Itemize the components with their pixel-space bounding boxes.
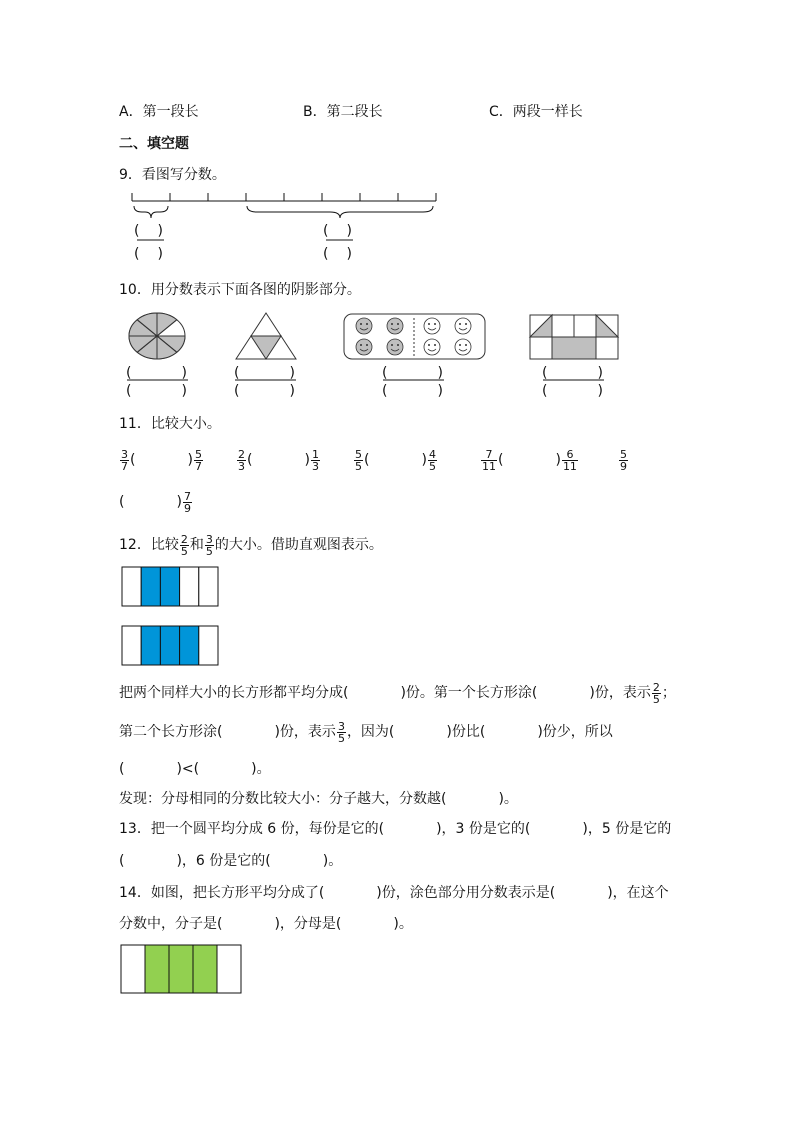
q10-paren-num-2[interactable]: ( ) [234,365,295,381]
q11-compare-1: $\frac{3}{7}$ ( ) $\frac{5}{7}$ [121,447,202,473]
q14-line2: 分数中，分子是( )，分母是( )。 [119,916,413,932]
q12-line2: 第二个长方形涂( )份，表示 $\frac{3}{5}$ ，因为( )份比( )份少，所以 [119,719,613,745]
q10-paren-num-1[interactable]: ( ) [126,365,187,381]
q10-paren-den-3[interactable]: ( ) [382,383,443,399]
q13-line2: ( )，6 份是它的( )。 [119,853,343,869]
q10-paren-num-4[interactable]: ( ) [542,365,603,381]
q14-bar-cell [121,945,145,993]
q12-discover: 发现：分母相同的分数比较大小：分子越大，分数越( )。 [119,791,518,807]
fraction: $\frac{1}{3}$ [311,447,319,473]
fraction: $\frac{3}{7}$ [121,447,128,473]
q11-compare-3: $\frac{5}{5}$ ( ) $\frac{4}{5}$ [355,447,436,473]
q10-paren-den-1[interactable]: ( ) [126,383,187,399]
fraction: $\frac{2}{5}$ [652,680,660,706]
fraction: $\frac{2}{3}$ [238,447,245,473]
q12-line1: 把两个同样大小的长方形都平均分成( )份。第一个长方形涂( )份，表示 $\frac{2}{5}$ ； [119,680,676,706]
q12-line3: ( )<( )。 [119,761,271,777]
q10-paren-den-4[interactable]: ( ) [542,383,603,399]
q13-line1: 13．把一个圆平均分成 6 份，每份是它的( )，3 份是它的( )，5 份是它的 [119,821,672,837]
fraction: $\frac{3}{5}$ [205,532,213,558]
fraction: $\frac{4}{5}$ [428,447,436,473]
q14-bar-cell [217,945,241,993]
q11-compare-4: $\frac{7}{11}$ ( ) $\frac{6}{11}$ [482,447,577,473]
fraction: $\frac{5}{9}$ [620,447,627,473]
q14-bar-cell [169,945,193,993]
q11-compare-2: $\frac{2}{3}$ ( ) $\frac{1}{3}$ [238,447,319,473]
q9-paren-num-2[interactable]: ( ) [323,223,352,239]
q10-paren-den-2[interactable]: ( ) [234,383,295,399]
fraction: $\frac{7}{9}$ [183,489,191,515]
q9-paren-den-2[interactable]: ( ) [323,246,352,262]
q9-prompt: 9．看图写分数。 [119,167,226,183]
fraction: $\frac{7}{11}$ [482,447,496,473]
fraction: $\frac{5}{7}$ [194,447,202,473]
q11-compare-5-right: ( ) $\frac{7}{9}$ [119,489,191,515]
fraction: $\frac{5}{5}$ [355,447,362,473]
q9-paren-num-1[interactable]: ( ) [134,223,163,239]
q11-prompt: 11．比较大小。 [119,416,221,432]
fraction: $\frac{2}{5}$ [180,532,188,558]
q10-paren-num-3[interactable]: ( ) [382,365,443,381]
q14-bar-cell [193,945,217,993]
option-b[interactable]: B．第二段长 [303,104,383,120]
fraction: $\frac{3}{5}$ [337,719,345,745]
q14-line1: 14．如图，把长方形平均分成了( )份，涂色部分用分数表示是( )，在这个 [119,885,669,901]
q9-paren-den-1[interactable]: ( ) [134,246,163,262]
fraction: $\frac{6}{11}$ [562,447,577,473]
q12-prompt: 12．比较 $\frac{2}{5}$ 和 $\frac{3}{5}$ 的大小。借助直观图表示。 [119,532,383,558]
section-title: 二、填空题 [119,136,189,152]
q14-bar-cell [145,945,169,993]
q10-prompt: 10．用分数表示下面各图的阴影部分。 [119,282,361,298]
option-c[interactable]: C．两段一样长 [489,104,583,120]
option-a[interactable]: A．第一段长 [119,104,199,120]
